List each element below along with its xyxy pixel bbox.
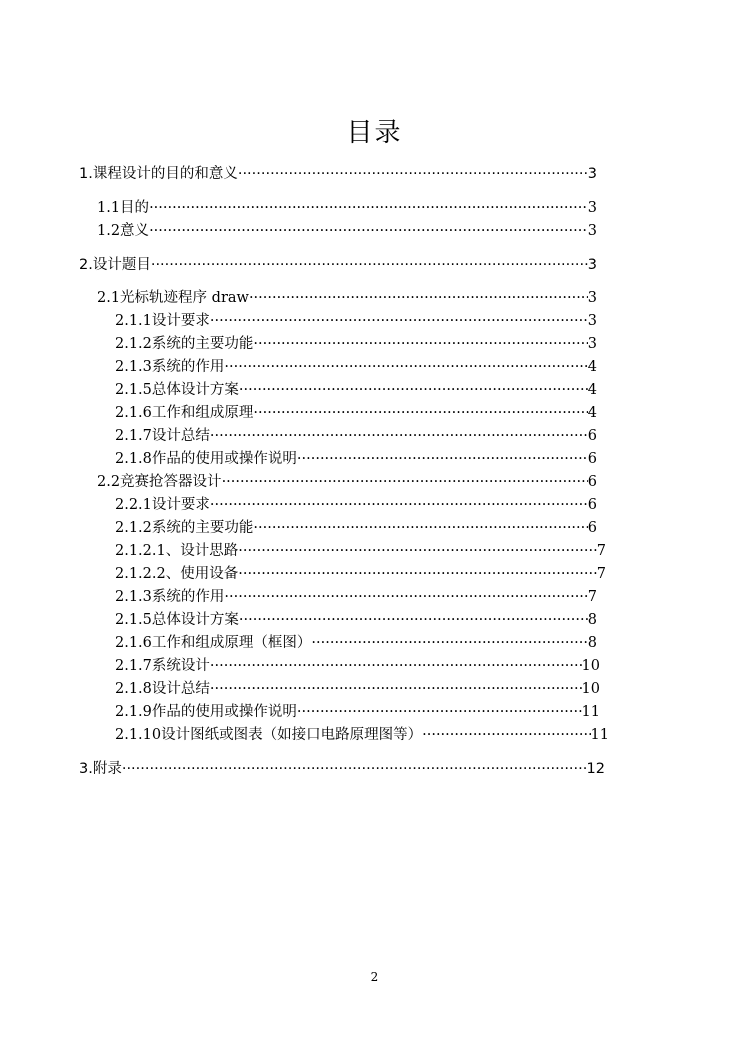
toc-leader-dots xyxy=(238,564,597,584)
toc-entry-label: 1.2意义 xyxy=(97,223,150,239)
toc-entry-page: 7 xyxy=(596,566,606,582)
toc-entry-label: 2.1.7设计总结 xyxy=(115,428,210,444)
toc-leader-dots xyxy=(122,759,587,779)
toc-leader-dots xyxy=(224,357,587,377)
toc-entry[interactable] xyxy=(115,587,597,607)
toc-entry-label: 2.1.10设计图纸或图表（如接口电路原理图等） xyxy=(115,727,423,743)
toc-entry-page: 4 xyxy=(587,382,597,398)
toc-entry[interactable] xyxy=(115,449,597,469)
toc-entry-page: 3 xyxy=(587,166,597,182)
toc-entry[interactable] xyxy=(115,610,597,630)
toc-entry-page: 3 xyxy=(587,313,597,329)
toc-entry-page: 3 xyxy=(587,336,597,352)
toc-entry-label: 2.2.1设计要求 xyxy=(115,497,210,513)
toc-entry-page: 6 xyxy=(587,428,597,444)
toc-entry-page: 6 xyxy=(587,520,597,536)
toc-entry-label: 2.1.3系统的作用 xyxy=(115,589,225,605)
toc-leader-dots xyxy=(224,587,587,607)
toc-entry[interactable] xyxy=(79,164,597,184)
toc-entry-page: 6 xyxy=(587,451,597,467)
toc-leader-dots xyxy=(149,221,588,241)
toc-leader-dots xyxy=(311,633,587,653)
toc-entry-label: 2.1.6工作和组成原理（框图） xyxy=(115,635,312,651)
toc-entry[interactable] xyxy=(115,633,597,653)
toc-entry-label: 2.设计题目 xyxy=(79,257,151,273)
toc-entry-page: 4 xyxy=(587,359,597,375)
toc-leader-dots xyxy=(210,426,588,446)
toc-entry-page: 8 xyxy=(587,612,597,628)
toc-leader-dots xyxy=(238,541,597,561)
toc-title: 目录 xyxy=(346,118,403,148)
toc-entry[interactable] xyxy=(115,380,597,400)
toc-entry[interactable] xyxy=(115,518,597,538)
toc-entry-label: 2.2竞赛抢答器设计 xyxy=(97,474,222,490)
toc-leader-dots xyxy=(253,518,587,538)
toc-entry[interactable] xyxy=(115,403,597,423)
toc-entry-page: 3 xyxy=(587,200,597,216)
toc-entry[interactable] xyxy=(115,311,597,331)
toc-entry-page: 3 xyxy=(587,257,597,273)
toc-entry-page: 7 xyxy=(596,543,606,559)
toc-entry[interactable] xyxy=(115,725,609,745)
toc-entry-label: 2.1.9作品的使用或操作说明 xyxy=(115,704,297,720)
toc-leader-dots xyxy=(249,288,588,308)
toc-leader-dots xyxy=(210,311,588,331)
toc-entry[interactable] xyxy=(115,541,606,561)
toc-entry-label: 2.1.2.1、设计思路 xyxy=(115,543,239,559)
toc-entry-label: 2.1.7系统设计 xyxy=(115,658,210,674)
toc-entry-label: 1.课程设计的目的和意义 xyxy=(79,166,238,182)
toc-entry-label: 2.1.5总体设计方案 xyxy=(115,382,239,398)
toc-entry-page: 10 xyxy=(581,658,600,674)
toc-entry[interactable] xyxy=(97,198,597,218)
toc-entry-label: 2.1.6工作和组成原理 xyxy=(115,405,254,421)
toc-leader-dots xyxy=(422,725,590,745)
toc-entry-label: 2.1.2系统的主要功能 xyxy=(115,336,254,352)
toc-entry[interactable] xyxy=(79,759,605,779)
toc-leader-dots xyxy=(149,198,588,218)
toc-entry-page: 12 xyxy=(586,761,605,777)
toc-leader-dots xyxy=(222,472,588,492)
toc-entry-page: 10 xyxy=(581,681,600,697)
toc-leader-dots xyxy=(253,403,587,423)
toc-leader-dots xyxy=(238,164,588,184)
toc-entry-label: 2.1.8作品的使用或操作说明 xyxy=(115,451,297,467)
toc-entry[interactable] xyxy=(115,564,606,584)
toc-entry-label: 2.1光标轨迹程序 draw xyxy=(97,290,249,306)
toc-entry[interactable] xyxy=(115,426,597,446)
toc-entry-page: 3 xyxy=(587,223,597,239)
toc-entry[interactable] xyxy=(79,255,597,275)
toc-entry-label: 1.1目的 xyxy=(97,200,150,216)
toc-entry-page: 4 xyxy=(587,405,597,421)
toc-entry[interactable] xyxy=(97,288,597,308)
toc-leader-dots xyxy=(297,449,588,469)
toc-leader-dots xyxy=(253,334,587,354)
toc-leader-dots xyxy=(239,610,588,630)
toc-entry[interactable] xyxy=(115,357,597,377)
toc-entry-page: 8 xyxy=(587,635,597,651)
toc-entry-page: 3 xyxy=(587,290,597,306)
toc-leader-dots xyxy=(297,702,582,722)
toc-leader-dots xyxy=(239,380,588,400)
toc-entry-page: 11 xyxy=(581,704,600,720)
toc-entry[interactable] xyxy=(115,702,600,722)
toc-entry-page: 7 xyxy=(587,589,597,605)
toc-leader-dots xyxy=(151,255,588,275)
toc-entry-label: 3.附录 xyxy=(79,761,122,777)
toc-leader-dots xyxy=(210,495,588,515)
toc-entry-label: 2.1.5总体设计方案 xyxy=(115,612,239,628)
toc-entry[interactable] xyxy=(115,495,597,515)
toc-entry-page: 11 xyxy=(590,727,609,743)
page-number: 2 xyxy=(370,970,379,984)
toc-entry-label: 2.1.2.2、使用设备 xyxy=(115,566,239,582)
toc-entry[interactable] xyxy=(115,334,597,354)
toc-entry-label: 2.1.8设计总结 xyxy=(115,681,210,697)
toc-entry-label: 2.1.3系统的作用 xyxy=(115,359,225,375)
toc-entry[interactable] xyxy=(97,221,597,241)
toc-leader-dots xyxy=(210,656,582,676)
toc-entry-label: 2.1.2系统的主要功能 xyxy=(115,520,254,536)
toc-entry[interactable] xyxy=(115,656,600,676)
toc-entry[interactable] xyxy=(97,472,597,492)
toc-entry-label: 2.1.1设计要求 xyxy=(115,313,210,329)
toc-leader-dots xyxy=(210,679,582,699)
toc-entry[interactable] xyxy=(115,679,600,699)
toc-entry-page: 6 xyxy=(587,497,597,513)
toc-entry-page: 6 xyxy=(587,474,597,490)
